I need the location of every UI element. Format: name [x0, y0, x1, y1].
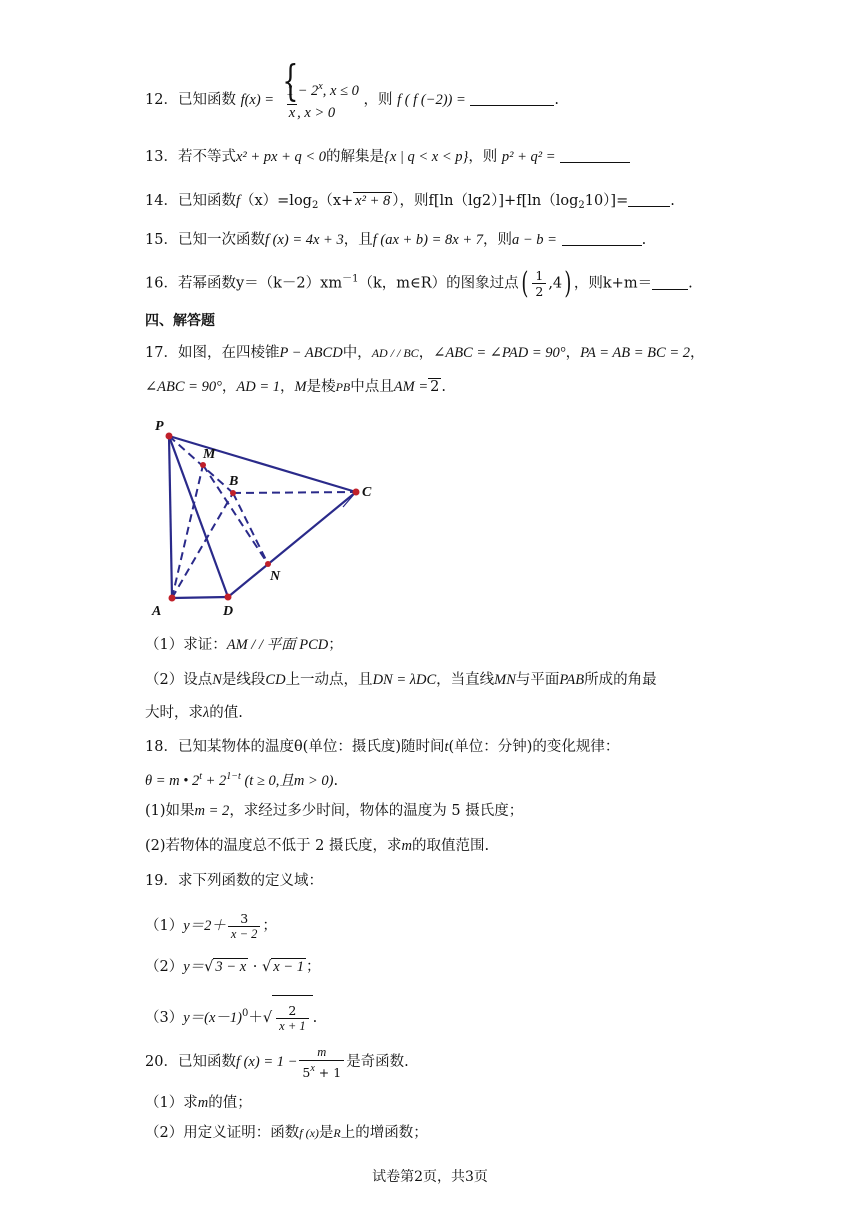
q12-stem: 12．已知函数 [145, 92, 236, 108]
question-16: 16．若幂函数$y=(k-2)xm^{-1}(k$，m∈R）的图象过点( $\frac{1}{2}$ ,4) ，则k+m＝ . [145, 265, 693, 301]
edge-PC [169, 436, 356, 492]
question-17-line2: ∠ABC = 90°，AD = 1，M是棱PB中点且AM = 2 . [145, 379, 446, 395]
q13-blank [560, 148, 630, 163]
q19-part3: $(3)y=(x-1)^0+√$ $\frac{2}{x + 1}$ . [145, 992, 800, 1040]
q18-formula: θ = m • $2^t + 2^{1-t}$ (t ≥ 0,且m > 0). [145, 771, 339, 789]
q12-tail: ，则 [363, 92, 393, 108]
q17-part1: （1）求证：AM / / 平面 PCD； [145, 637, 343, 653]
q13-ask: p² + q² = [501, 149, 556, 165]
q14-sqrt: x² + 8 [355, 193, 391, 209]
question-13: 13．若不等式x² + px + q < 0的解集是{x | q < x < p}，则 p² + q² = [145, 146, 800, 168]
label-N: N [270, 569, 281, 584]
q12-function: f(x) = [240, 92, 275, 108]
label-A: A [152, 604, 162, 619]
label-P: P [155, 419, 164, 434]
question-20: 20．已知函数f (x) = 1 − $\frac{m}{5^x + 1}$ 是奇函数. [145, 1044, 409, 1080]
question-17: 17．如图，在四棱锥P − ABCD中，AD / / BC，∠ABC = ∠PAD = 90°，PA = AB = BC = 2， [145, 345, 705, 361]
q17-part2: （2）设点N是线段CD上一动点，且DN = λDC，当直线MN与平面PAB所成的角最 [145, 672, 657, 688]
q15-blank [562, 231, 642, 246]
edge-PA [169, 436, 172, 598]
q20-part2: （2）用定义证明：函数f (x)是R上的增函数； [145, 1125, 428, 1141]
segment-BN [233, 493, 268, 564]
q14-blank [628, 192, 670, 207]
question-19: 19．求下列函数的定义域： [145, 873, 323, 889]
pyramid-figure [145, 408, 395, 623]
q13-inequality: x² + px + q < 0 [235, 149, 327, 165]
edge-BC [233, 492, 356, 493]
label-M: M [203, 447, 216, 462]
q20-part1: （1）求m的值； [145, 1095, 252, 1111]
edge-AB [172, 493, 233, 598]
label-C: C [362, 485, 372, 500]
label-B: B [229, 474, 239, 489]
q17-part2-cont: 大时，求λ的值. [145, 705, 243, 721]
question-14: 14．已知函数$f(x)=\log_2(x+ x^2 + 8$ ），则$f[\ln(\lg 2)]+f[\ln(\log_210)]=$ . [145, 193, 675, 211]
q19-part1: （1）y＝2＋ $\frac{3}{x - 2}$ ； [145, 910, 277, 941]
edge-DC [228, 492, 356, 597]
q13-set: {x | q < x < p} [384, 149, 469, 165]
question-12: 12．已知函数 f(x) = { $1 - 2^x$, x ≤ 0 x , x > 0 ，则 f ( f (−2)) = . [145, 76, 800, 124]
q12-blank [470, 91, 554, 106]
label-D: D [223, 604, 234, 619]
section-heading: 四、解答题 [145, 313, 215, 329]
q12-ask: f ( f (−2)) = [397, 92, 466, 108]
q18-part1: (1)如果m = 2，求经过多少时间，物体的温度为 5 摄氏度； [145, 803, 524, 819]
q19-part2: （2）y＝√ 3 − x · √ x − 1 ； [145, 959, 321, 975]
q12-piecewise: { $1 - 2^x$, x ≤ 0 x , x > 0 [279, 76, 359, 124]
question-15: 15．已知一次函数f (x) = 4x + 3，且f (ax + b) = 8x + 7，则a − b = . [145, 232, 647, 248]
edge-AD [172, 597, 228, 598]
q16-blank [652, 275, 688, 290]
page-footer: 试卷第2页，共3页 [372, 1169, 488, 1185]
question-18: 18．已知某物体的温度θ(单位：摄氏度)随时间t(单位：分钟)的变化规律： [145, 739, 620, 755]
q18-part2: (2)若物体的温度总不低于 2 摄氏度，求m的取值范围. [145, 838, 490, 854]
